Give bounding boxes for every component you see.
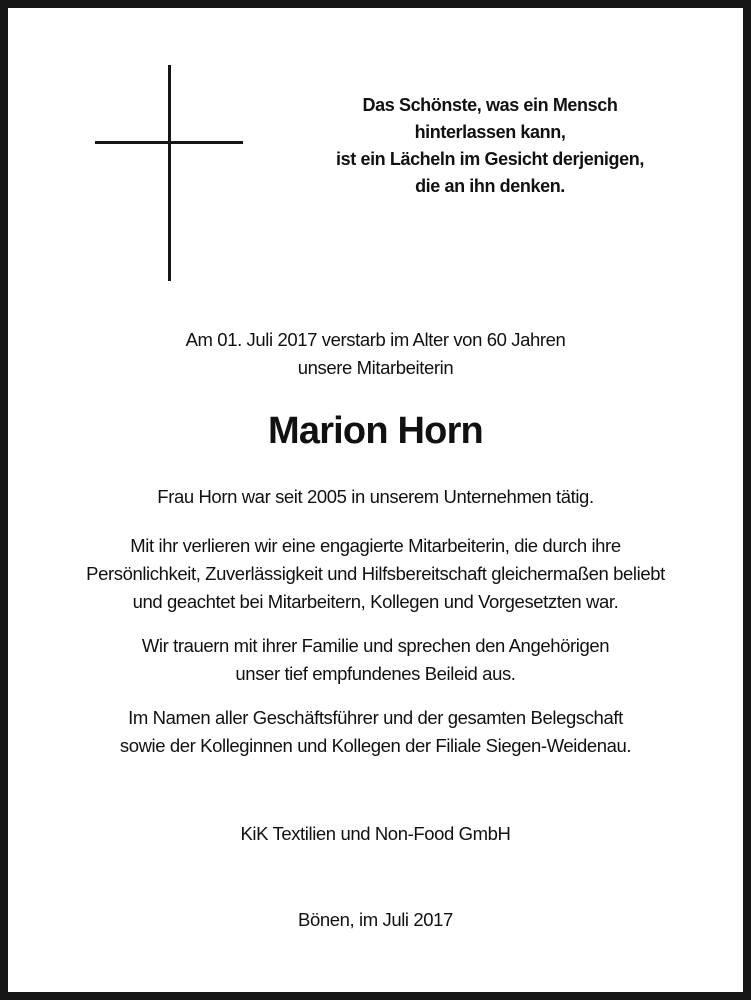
paragraph-line: Im Namen aller Geschäftsführer und der gesamten Belegschaft: [128, 707, 623, 728]
signatories-paragraph: [8, 704, 743, 760]
condolence-paragraph: [8, 632, 743, 688]
cross-vertical-bar: [168, 65, 171, 281]
company-name: KiK Textilien und Non-Food GmbH: [240, 823, 511, 844]
paragraph-line: Wir trauern mit ihrer Familie und sprechen den Angehörigen: [141, 635, 610, 656]
paragraph-line: und geachtet bei Mitarbeitern, Kollegen und Vorgesetzten war.: [132, 591, 619, 612]
employment-paragraph: [8, 483, 743, 511]
paragraph-line: Frau Horn war seit 2005 in unserem Unternehmen tätig.: [157, 486, 594, 507]
paragraph-line: Mit ihr verlieren wir eine engagierte Mitarbeiterin, die durch ihre: [130, 535, 621, 556]
paragraph-line: sowie der Kolleginnen und Kollegen der Filiale Siegen-Weidenau.: [119, 735, 632, 756]
deceased-name: Marion Horn: [268, 410, 483, 452]
quote-line: die an ihn denken.: [415, 176, 565, 196]
place-date: Bönen, im Juli 2017: [298, 909, 453, 930]
death-announcement: [8, 326, 743, 382]
quote-line: Das Schönste, was ein Mensch: [362, 95, 618, 115]
quote-line: ist ein Lächeln im Gesicht derjenigen,: [336, 149, 644, 169]
announcement-line: unsere Mitarbeiterin: [297, 357, 454, 378]
memorial-quote: [270, 92, 710, 200]
paragraph-line: unser tief empfundenes Beileid aus.: [235, 663, 516, 684]
cross-horizontal-bar: [95, 141, 243, 144]
quote-line: hinterlassen kann,: [414, 122, 566, 142]
announcement-line: Am 01. Juli 2017 verstarb im Alter von 60 Jahren: [185, 329, 566, 350]
paragraph-line: Persönlichkeit, Zuverlässigkeit und Hilfsbereitschaft gleichermaßen beliebt: [86, 563, 665, 584]
tribute-paragraph: [8, 532, 743, 616]
